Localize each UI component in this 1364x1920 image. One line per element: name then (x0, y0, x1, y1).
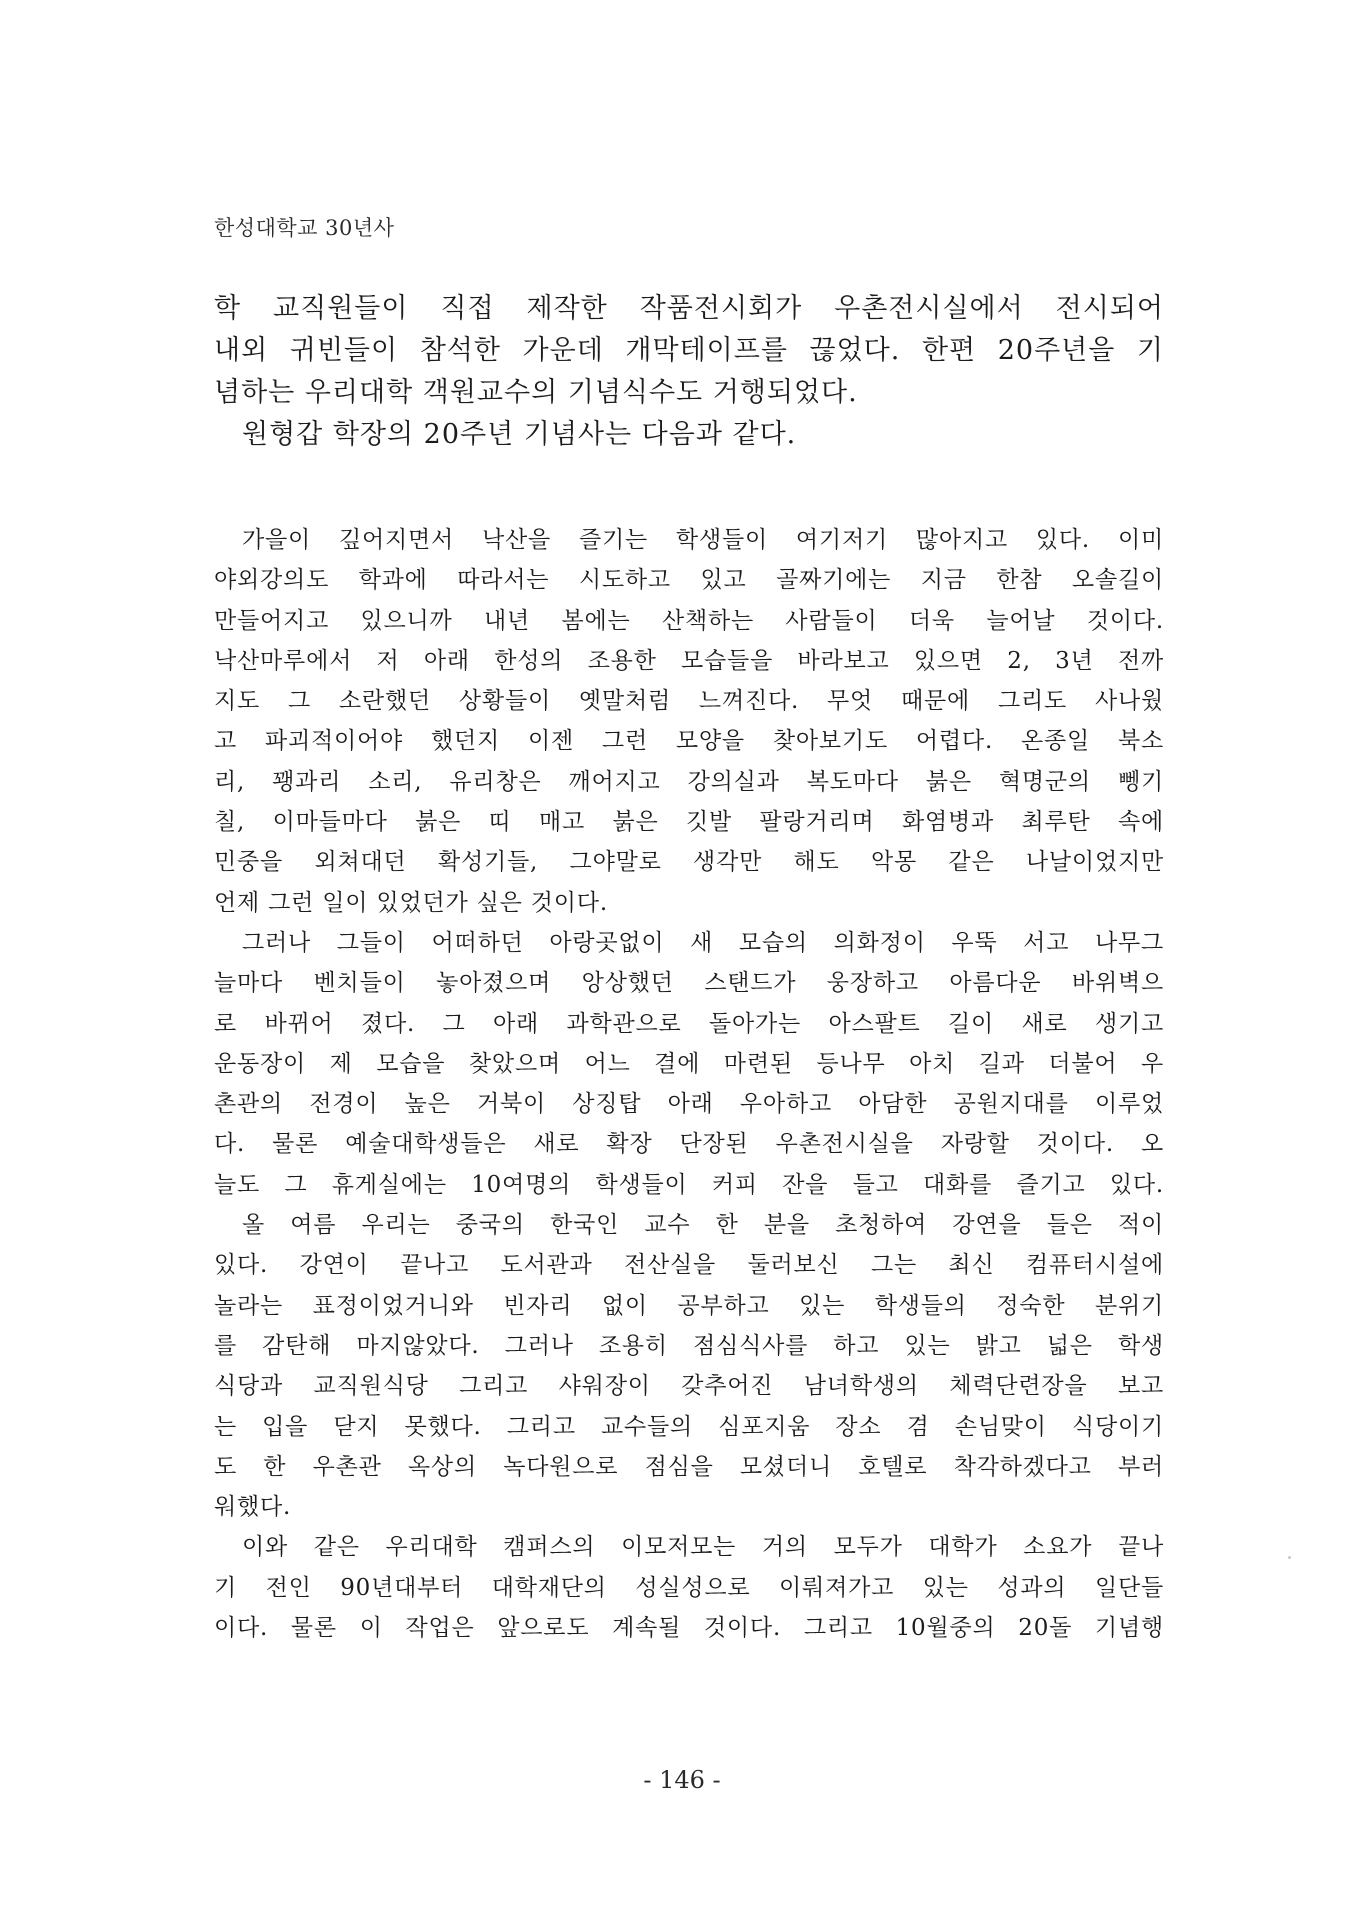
text-line: 언제 그런 일이 있었던가 싶은 것이다. (214, 889, 608, 916)
text-line: 늘마다 벤치들이 놓아졌으며 앙상했던 스탠드가 웅장하고 아름다운 바위벽으 (214, 970, 1164, 997)
text-line: 지도 그 소란했던 상황들이 옛말처럼 느껴진다. 무엇 때문에 그리도 사나웠 (214, 688, 1164, 715)
text-line: 내외 귀빈들이 참석한 가운데 개막테이프를 끊었다. 한편 20주년을 기 (214, 335, 1164, 366)
text-line: 그러나 그들이 어떠하던 아랑곳없이 새 모습의 의화정이 우뚝 서고 나무그 (242, 929, 1164, 956)
text-line: 념하는 우리대학 객원교수의 기념식수도 거행되었다. (214, 377, 858, 408)
text-line: 칠, 이마들마다 붉은 띠 매고 붉은 깃발 팔랑거리며 화염병과 최루탄 속에 (214, 809, 1164, 836)
text-line: 놀라는 표정이었거니와 빈자리 없이 공부하고 있는 학생들의 정숙한 분위기 (214, 1292, 1164, 1319)
text-line: 운동장이 제 모습을 찾았으며 어느 결에 마련된 등나무 아치 길과 더불어 우 (214, 1050, 1164, 1077)
text-line: 있다. 강연이 끝나고 도서관과 전산실을 둘러보신 그는 최신 컴퓨터시설에 (214, 1252, 1164, 1279)
text-line: 이와 같은 우리대학 캠퍼스의 이모저모는 거의 모두가 대학가 소요가 끝나 (242, 1534, 1164, 1561)
text-line: 가을이 깊어지면서 낙산을 즐기는 학생들이 여기저기 많아지고 있다. 이미 (242, 527, 1164, 553)
text-line: 야외강의도 학과에 따라서는 시도하고 있고 골짜기에는 지금 한참 오솔길이 (214, 567, 1164, 594)
text-line: 리, 꽹과리 소리, 유리창은 깨어지고 강의실과 복도마다 붉은 혁명군의 뼁기 (214, 768, 1164, 795)
text-line: 학 교직원들이 직접 제작한 작품전시회가 우촌전시실에서 전시되어 (214, 293, 1164, 324)
text-line: 를 감탄해 마지않았다. 그러나 조용히 점심식사를 하고 있는 밝고 넓은 학생 (214, 1332, 1164, 1359)
text-line: 원형갑 학장의 20주년 기념사는 다음과 같다. (242, 419, 797, 450)
text-line: 고 파괴적이어야 했던지 이젠 그런 모양을 찾아보기도 어렵다. 온종일 북소 (214, 728, 1164, 755)
running-header: 한성대학교 30년사 (214, 216, 395, 240)
text-line: 로 바뀌어 졌다. 그 아래 과학관으로 돌아가는 아스팔트 길이 새로 생기고 (214, 1010, 1164, 1037)
text-line: 낙산마루에서 저 아래 한성의 조용한 모습들을 바라보고 있으면 2, 3년 전까 (214, 647, 1164, 674)
text-line: 민중을 외쳐대던 확성기들, 그야말로 생각만 해도 악몽 같은 나날이었지만 (214, 849, 1164, 876)
scan-speck (1288, 1556, 1291, 1559)
page-number: - 146 - (643, 1766, 721, 1794)
text-line: 올 여름 우리는 중국의 한국인 교수 한 분을 초청하여 강연을 들은 적이 (242, 1212, 1164, 1239)
text-line: 기 전인 90년대부터 대학재단의 성실성으로 이뤄져가고 있는 성과의 일단들 (214, 1574, 1164, 1601)
intro-paragraph (214, 288, 1164, 456)
text-line: 는 입을 닫지 못했다. 그리고 교수들의 심포지움 장소 겸 손님맞이 식당이기 (214, 1413, 1164, 1440)
text-line: 촌관의 전경이 높은 거북이 상징탑 아래 우아하고 아담한 공원지대를 이루었 (214, 1091, 1164, 1118)
text-line: 도 한 우촌관 옥상의 녹다원으로 점심을 모셨더니 호텔로 착각하겠다고 부러 (214, 1453, 1164, 1480)
text-line: 다. 물론 예술대학생들은 새로 확장 단장된 우촌전시실을 자랑할 것이다. 오 (214, 1131, 1164, 1158)
text-line: 식당과 교직원식당 그리고 샤워장이 갖추어진 남녀학생의 체력단련장을 보고 (214, 1373, 1164, 1400)
commemorative-speech (214, 520, 1164, 1648)
text-line: 만들어지고 있으니까 내년 봄에는 산책하는 사람들이 더욱 늘어날 것이다. (214, 607, 1164, 634)
text-line: 워했다. (214, 1494, 292, 1521)
text-line: 이다. 물론 이 작업은 앞으로도 계속될 것이다. 그리고 10월중의 20돌 기념행 (214, 1615, 1164, 1642)
text-line: 늘도 그 휴게실에는 10여명의 학생들이 커피 잔을 들고 대화를 즐기고 있다. (214, 1171, 1164, 1198)
